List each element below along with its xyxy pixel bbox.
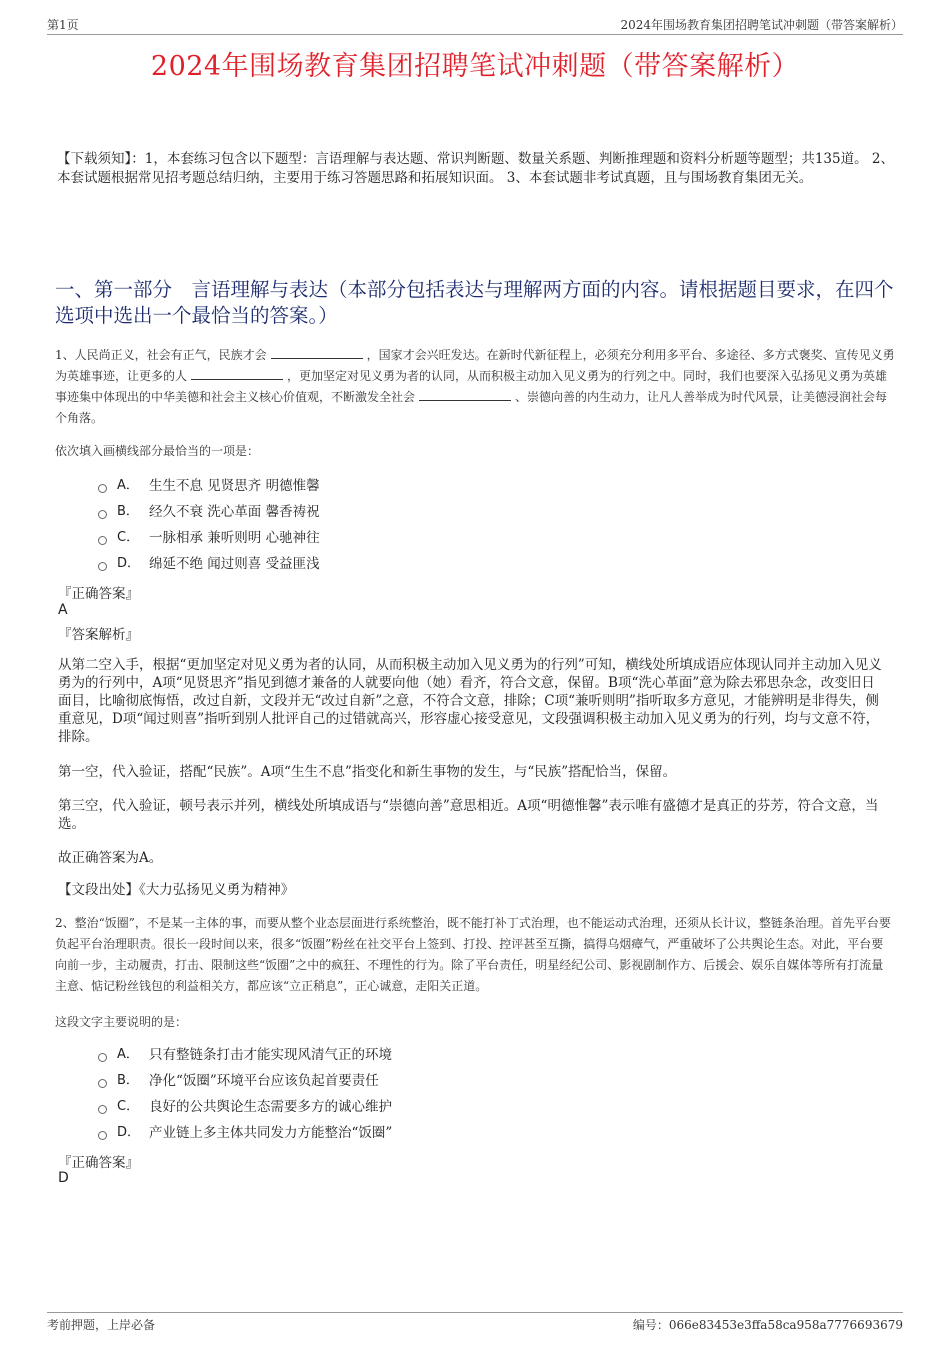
question-2-options — [98, 1042, 392, 1146]
option-a[interactable]: A． 生生不息 见贤思齐 明德惟馨 — [98, 473, 320, 499]
page-footer — [47, 1312, 903, 1332]
option-b[interactable]: B． 经久不衰 洗心革面 馨香祷祝 — [98, 499, 320, 525]
page-header — [47, 14, 903, 35]
radio-icon[interactable] — [98, 1053, 107, 1062]
question-1-text: 1、人民尚正义，社会有正气，民族才会 ，国家才会兴旺发达。在新时代新征程上，必须充分利用多平台、多途径、多方式褒奖、宣传见义勇为英雄事迹，让更多的人 ，更加坚定对见义勇为者的认同，从而积极主动加入见义勇为的行列之中。同时，我们也要深入弘扬见义勇为英雄事迹集中体现出的中华美德和社会主义核心价值观，不断激发全社会 、崇德向善的内生动力，让凡人善举成为时代风景，让美德浸润社会每个角落。 — [55, 348, 895, 425]
page-title: 2024年围场教育集团招聘笔试冲刺题（带答案解析） — [150, 51, 800, 82]
option-d[interactable]: D． 绵延不绝 闻过则喜 受益匪浅 — [98, 551, 320, 577]
option-d[interactable]: D． 产业链上多主体共同发力方能整治“饭圈” — [98, 1120, 392, 1146]
blank-3 — [419, 389, 511, 401]
source-citation: 【文段出处】《大力弘扬见义勇为精神》 — [58, 882, 295, 898]
analysis-paragraph: 第三空，代入验证，顿号表示并列，横线处所填成语与“崇德向善”意思相近。A项“明德惟馨”表示唯有盛德才是真正的芬芳，符合文意，当选。 — [58, 798, 879, 832]
header-doc-title: 2024年围场教育集团招聘笔试冲刺题（带答案解析） — [620, 18, 903, 32]
answer-value: A — [58, 602, 68, 618]
radio-icon[interactable] — [98, 484, 107, 493]
radio-icon[interactable] — [98, 562, 107, 571]
radio-icon[interactable] — [98, 536, 107, 545]
download-notice: 【下载须知】：1，本套练习包含以下题型：言语理解与表达题、常识判断题、数量关系题、判断推理题和资料分析题等题型；共135道。 2、本套试题根据常见招考题总结归纳，主要用于练习答题思路和拓展知识面。 3、本套试题非考试真题，且与围场教育集团无关。 — [57, 151, 894, 186]
radio-icon[interactable] — [98, 1131, 107, 1140]
footer-slogan: 考前押题，上岸必备 — [47, 1318, 156, 1332]
option-c[interactable]: C． 一脉相承 兼听则明 心驰神往 — [98, 525, 320, 551]
option-c[interactable]: C． 良好的公共舆论生态需要多方的诚心维护 — [98, 1094, 392, 1120]
radio-icon[interactable] — [98, 1079, 107, 1088]
question-2-text: 2、整治“饭圈”，不是某一主体的事，而要从整个业态层面进行系统整治，既不能打补丁式治理，也不能运动式治理，还须从长计议，整链条治理。首先平台要负起平台治理职责。很长一段时间以来，很多“饭圈”粉丝在社交平台上签到、打投、控评甚至互撕，搞得乌烟瘴气，严重破坏了公共舆论生态。对此，平台要向前一步，主动履责，打击、限制这些“饭圈”之中的疯狂、不理性的行为。除了平台责任，明星经纪公司、影视剧制作方、后援会、娱乐自媒体等所有打流量主意、惦记粉丝钱包的利益相关方，都应该“立正稍息”，正心诚意，走阳关正道。 — [55, 916, 891, 993]
question-1-prompt: 依次填入画横线部分最恰当的一项是： — [55, 444, 260, 458]
answer-value: D — [58, 1170, 69, 1186]
radio-icon[interactable] — [98, 1105, 107, 1114]
option-b[interactable]: B． 净化“饭圈”环境平台应该负起首要责任 — [98, 1068, 392, 1094]
section-heading: 一、第一部分 言语理解与表达（本部分包括表达与理解两方面的内容。请根据题目要求，在四个选项中选出一个最恰当的答案。） — [55, 278, 894, 327]
answer-label: 『正确答案』 — [58, 586, 139, 602]
question-2-prompt: 这段文字主要说明的是： — [55, 1015, 188, 1029]
page-number: 第1页 — [47, 18, 79, 32]
answer-label: 『正确答案』 — [58, 1155, 139, 1171]
footer-serial: 编号：066e83453e3ffa58ca958a7776693679 — [632, 1318, 903, 1332]
question-1-options — [98, 473, 320, 577]
analysis-paragraph: 故正确答案为A。 — [58, 850, 163, 866]
blank-2 — [191, 368, 283, 380]
analysis-paragraph: 从第二空入手，根据“更加坚定对见义勇为者的认同，从而积极主动加入见义勇为的行列”可知，横线处所填成语应体现认同并主动加入见义勇为的行列中，A项“见贤思齐”指见到德才兼备的人就要向他（她）看齐，符合文意，保留。B项“洗心革面”意为除去邪思杂念，改变旧日面目，比喻彻底悔悟，改过自新，文段并无“改过自新”之意，不符合文意，排除；C项“兼听则明”指听取多方意见，才能辨明是非得失，侧重意见，D项“闻过则喜”指听到别人批评自己的过错就高兴，形容虚心接受意见，文段强调积极主动加入见义勇为的行列，均与文意不符，排除。 — [58, 657, 882, 745]
analysis-label: 『答案解析』 — [58, 627, 139, 643]
radio-icon[interactable] — [98, 510, 107, 519]
blank-1 — [271, 347, 363, 359]
analysis-paragraph: 第一空，代入验证，搭配“民族”。A项“生生不息”指变化和新生事物的发生，与“民族”搭配恰当，保留。 — [58, 764, 677, 780]
option-a[interactable]: A． 只有整链条打击才能实现风清气正的环境 — [98, 1042, 392, 1068]
